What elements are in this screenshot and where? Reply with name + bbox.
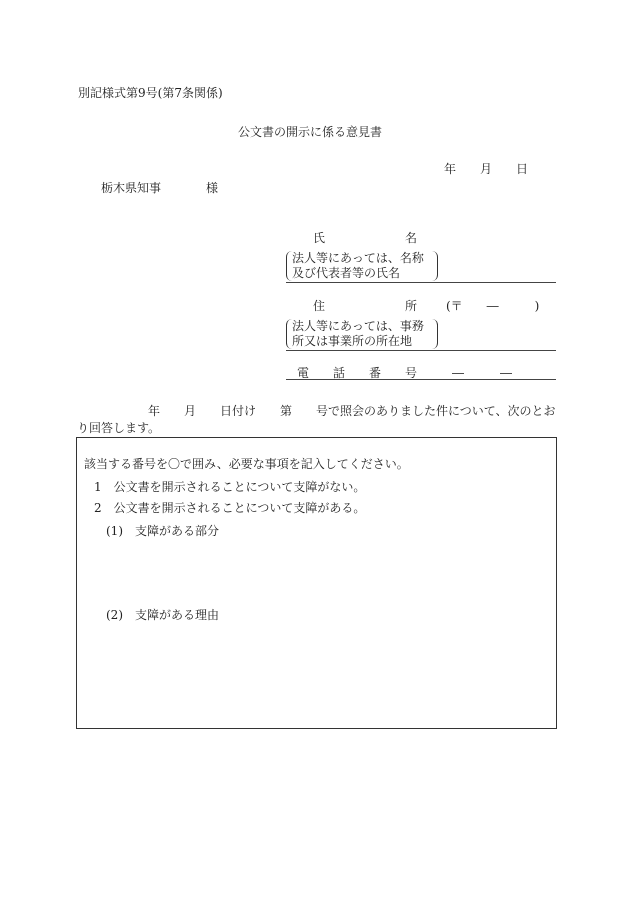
address-label-second: 所: [405, 299, 418, 313]
addressee-name: 栃木県知事: [101, 181, 162, 195]
date-year-label: 年: [444, 162, 457, 176]
address-field-line: [286, 350, 556, 351]
objection-part-label: (1) 支障がある部分: [106, 524, 219, 538]
body-text-line1: 年 月 日付け 第 号で照会のありました件について、次のとお: [148, 404, 556, 418]
address-note-line1: 法人等にあっては、事務: [292, 319, 424, 333]
addressee-honorific: 様: [206, 181, 219, 195]
postal-code-field: (〒 ― ): [446, 299, 540, 313]
phone-dashes: ― ―: [452, 366, 513, 380]
name-note-line1: 法人等にあっては、名称: [292, 251, 424, 265]
name-field-line: [286, 282, 556, 283]
box-instruction: 該当する番号を〇で囲み、必要な事項を記入してください。: [84, 457, 409, 471]
form-reference: 別記様式第9号(第7条関係): [78, 86, 223, 100]
address-note-line2: 所又は事業所の所在地: [292, 334, 413, 348]
body-text-line2: り回答します。: [77, 421, 161, 435]
objection-reason-label: (2) 支障がある理由: [106, 608, 219, 622]
name-label-first: 氏: [313, 231, 326, 245]
option-no-objection: 1 公文書を開示されることについて支障がない。: [94, 480, 366, 494]
date-day-label: 日: [516, 162, 529, 176]
name-note-line2: 及び代表者等の氏名: [292, 266, 401, 280]
name-label-second: 名: [405, 231, 418, 245]
date-month-label: 月: [480, 162, 493, 176]
option-objection: 2 公文書を開示されることについて支障がある。: [94, 501, 366, 515]
phone-field-line: [286, 379, 556, 380]
document-title: 公文書の開示に係る意見書: [238, 125, 383, 139]
address-label-first: 住: [313, 299, 326, 313]
phone-label: 電 話 番 号: [297, 366, 418, 380]
